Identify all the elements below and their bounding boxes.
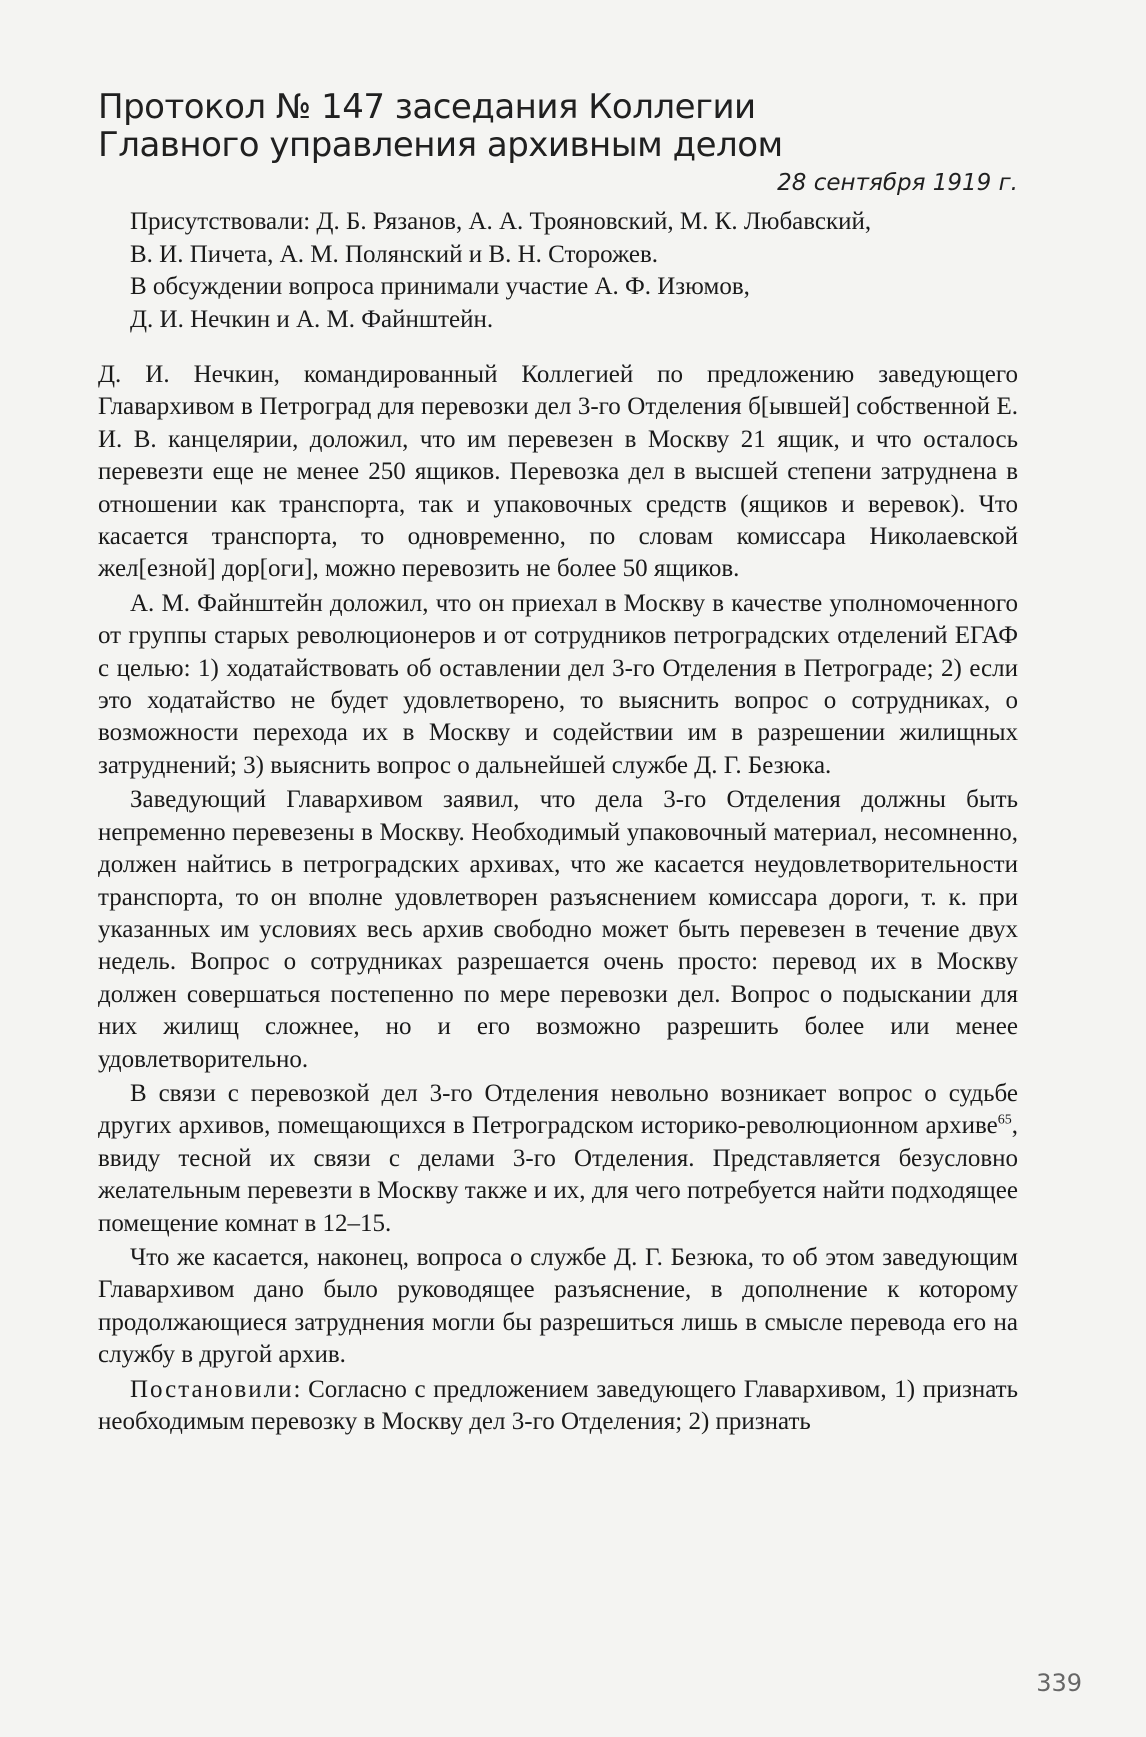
attendees-line: В обсуждении вопроса принимали участие А. Ф. Изюмов, <box>130 273 750 300</box>
protocol-date: 28 сентября 1919 г. <box>777 170 1018 196</box>
paragraph-fainshtein-report: А. М. Файнштейн доложил, что он приехал в Москву в качестве уполномоченного от группы старых революционеров и от сотрудников петроградских отделений ЕГАФ с целью: 1) ходатайствовать об оставлении дел 3-го Отделения в Петрограде; 2) если это ходатайство не будет удовлетворено, то выяснить вопрос о сотрудниках, о возможности перехода их в Москву и содействии им в разрешении жилищных затруднений; 3) выяснить вопрос о дальнейшей службе Д. Г. Безюка. <box>98 589 1018 779</box>
paragraph-resolution <box>98 1374 1018 1439</box>
footnote-marker: 65 <box>997 1113 1012 1129</box>
title-line-2: Главного управления архивным делом <box>98 125 783 165</box>
paragraph-head-statement: Заведующий Главархивом заявил, что дела 3-го Отделения должны быть непременно перевезены в Москву. Необходимый упаковочный материал, несомненно, должен найтись в петроградских архивах, что же касается неудовлетворительности транспорта, то он вполне удовлетворен разъяснением комиссара дороги, т. к. при указанных им условиях весь архив свободно может быть перевезен в течение двух недель. Вопрос о сотрудниках разрешается очень просто: перевод их в Москву должен совершаться постепенно по мере перевозки дел. Вопрос о подыскании для них жилищ сложнее, но и его возможно разрешить более или менее удовлетворительно. <box>98 786 1018 1073</box>
paragraph-text: В связи с перевозкой дел 3-го Отделения невольно возникает вопрос о судьбе других архивов, помещающихся в Петроградском историко-революционном архиве <box>98 1079 1018 1140</box>
paragraph-nechkin-report: Д. И. Нечкин, командированный Коллегией по предложению заведующего Главархивом в Петроград для перевозки дел 3-го Отделения б[ывшей] собственной Е. И. В. канцелярии, доложил, что им перевезен в Москву 21 ящик, и что осталось перевезти еще не менее 250 ящиков. Перевозка дел в высшей степени затруднена в отношении как транспорта, так и упаковочных средств (ящиков и веревок). Что касается транспорта, то одновременно, по словам комиссара Николаевской жел[езной] дор[оги], можно перевозить не более 50 ящиков. <box>98 361 1018 583</box>
resolution-label: Постановили <box>130 1375 294 1403</box>
resolution-text: : Согласно с предложением заведующего Главархивом, 1) признать необходимым перевозку в Москву дел 3-го Отделения; 2) признать <box>98 1375 1018 1435</box>
paragraph-beziuk-service: Что же касается, наконец, вопроса о службе Д. Г. Безюка, то об этом заведующим Главархивом дано было руководящее разъяснение, в дополнение к которому продолжающиеся затруднения могли бы разрешиться лишь в смысле перевода его на службу в другой архив. <box>98 1243 1018 1369</box>
paragraph-other-archives <box>98 1078 1018 1240</box>
attendees-line: В. И. Пичета, А. М. Полянский и В. Н. Сторожев. <box>130 240 659 268</box>
attendees-block <box>98 206 1018 336</box>
title-line-1: Протокол № 147 заседания Коллегии <box>98 87 756 127</box>
protocol-title <box>98 88 1018 164</box>
page-number: 339 <box>1036 1669 1082 1697</box>
attendees-line: Присутствовали: Д. Б. Рязанов, А. А. Трояновский, М. К. Любавский, <box>130 208 872 235</box>
attendees-line: Д. И. Нечкин и А. М. Файнштейн. <box>130 305 494 333</box>
protocol-body <box>98 359 1018 1438</box>
paragraph-text: , ввиду тесной их связи с делами 3-го Отделения. Представляется безусловно желательным перевезти в Москву также и их, для чего потребуется найти подходящее помещение комнат в 12–15. <box>98 1112 1018 1237</box>
page-content <box>98 88 1018 1438</box>
